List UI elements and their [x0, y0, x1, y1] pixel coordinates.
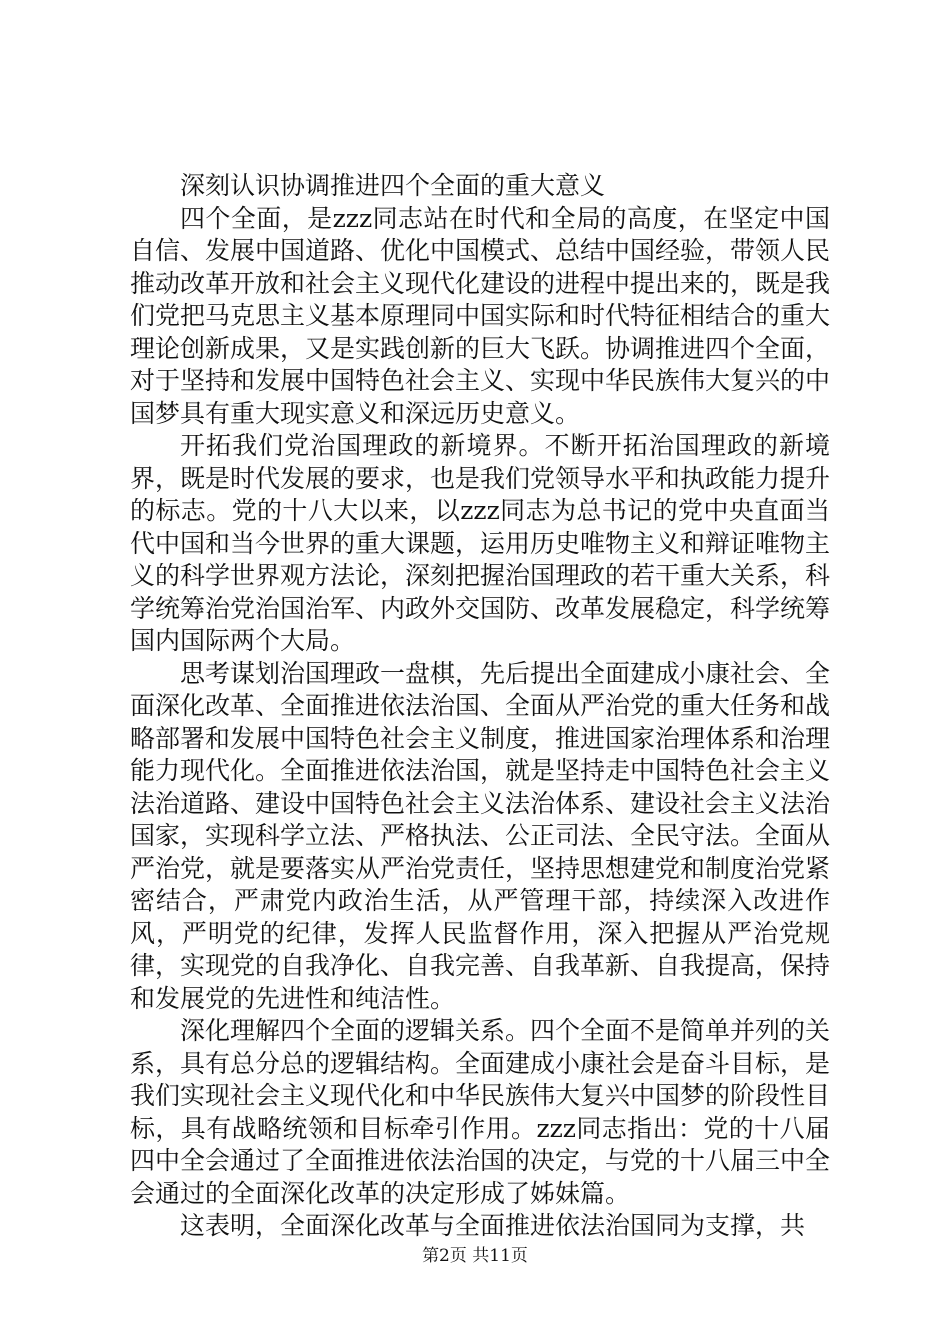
paragraph-4: 深化理解四个全面的逻辑关系。四个全面不是简单并列的关系，具有总分总的逻辑结构。全面建成小康社会是奋斗目标，是我们实现社会主义现代化和中华民族伟大复兴中国梦的阶段性目标，具有战略统领和目标牵引作用。zzz同志指出：党的十八届四中全会通过了全面推进依法治国的决定，与党的十八届三中全会通过的全面深化改革的决定形成了姊妹篇。	[130, 1016, 831, 1208]
page-number-footer: 第2页 共11页	[422, 1246, 528, 1266]
paragraph-1: 四个全面，是zzz同志站在时代和全局的高度，在坚定中国自信、发展中国道路、优化中国模式、总结中国经验，带领人民推动改革开放和社会主义现代化建设的进程中提出来的，既是我们党把马克思主义基本原理同中国实际和时代特征相结合的重大理论创新成果，又是实践创新的巨大飞跃。协调推进四个全面，对于坚持和发展中国特色社会主义、实现中华民族伟大复兴的中国梦具有重大现实意义和深远历史意义。	[130, 203, 831, 428]
document-title: 深刻认识协调推进四个全面的重大意义	[180, 171, 606, 200]
paragraph-3: 思考谋划治国理政一盘棋，先后提出全面建成小康社会、全面深化改革、全面推进依法治国、全面从严治党的重大任务和战略部署和发展中国特色社会主义制度，推进国家治理体系和治理能力现代化。全面推进依法治国，就是坚持走中国特色社会主义法治道路、建设中国特色社会主义法治体系、建设社会主义法治国家，实现科学立法、严格执法、公正司法、全民守法。全面从严治党，就是要落实从严治党责任，坚持思想建党和制度治党紧密结合，严肃党内政治生活，从严管理干部，持续深入改进作风，严明党的纪律，发挥人民监督作用，深入把握从严治党规律，实现党的自我净化、自我完善、自我革新、自我提高，保持和发展党的先进性和纯洁性。	[130, 658, 831, 1013]
paragraph-2: 开拓我们党治国理政的新境界。不断开拓治国理政的新境界，既是时代发展的要求，也是我们党领导水平和执政能力提升的标志。党的十八大以来，以zzz同志为总书记的党中央直面当代中国和当今世界的重大课题，运用历史唯物主义和辩证唯物主义的科学世界观方法论，深刻把握治国理政的若干重大关系，科学统筹治党治国治军、内政外交国防、改革发展稳定，科学统筹国内国际两个大局。	[130, 431, 831, 655]
document-body	[130, 170, 830, 1243]
paragraph-5: 这表明，全面深化改革与全面推进依法治国同为支撑，共	[180, 1211, 806, 1240]
